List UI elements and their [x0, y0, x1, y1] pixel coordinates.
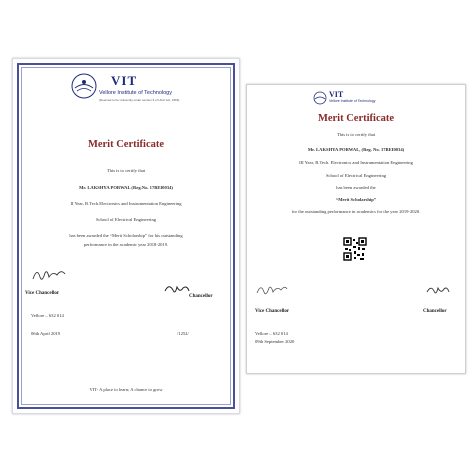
motto: VIT- A place to learn; A chance to grow: [89, 387, 163, 392]
award-line: has been awarded the “Merit Scholarship” for his outstanding: [69, 233, 183, 238]
place-line: Vellore – 632 014: [31, 313, 64, 318]
certificate-heading: Merit Certificate: [317, 113, 395, 124]
performance-line: for the outstanding performance in academics for the year 2019-2020.: [291, 209, 421, 214]
program-line: II Year, B.Tech.Electronics and Instrumentation Engineering: [70, 201, 182, 206]
chancellor-label: Chancellor: [423, 309, 447, 314]
signature-vice-chancellor-icon: [255, 281, 289, 299]
reference-number: /1252/: [177, 331, 189, 336]
logo-title: VIT: [111, 73, 138, 88]
program-line: III Year, B.Tech. Electronics and Instrumentation Engineering: [299, 160, 413, 165]
recipient-name: Mr. LAKSHYA PORWAL (Reg.No. 17BEI0034): [79, 185, 173, 190]
chancellor-label: Chancellor: [189, 294, 213, 299]
signature-chancellor-icon: [425, 283, 451, 299]
signature-vice-chancellor-icon: [31, 265, 67, 285]
issue-date: 09th September 2020: [255, 339, 295, 344]
signature-chancellor-icon: [163, 281, 191, 299]
certify-line: This is to certify that: [336, 132, 376, 137]
merit-certificate-2020: [246, 84, 466, 374]
logo-tagline: (Deemed to be University under section 3 of UGC Act, 1956): [99, 98, 180, 102]
place-line: Vellore – 632 014: [255, 331, 288, 336]
performance-line: performance in the academic year 2018-2019.: [83, 242, 169, 247]
issue-date: 06th April 2019: [31, 331, 61, 336]
logo-title: VIT: [329, 90, 344, 99]
school-line: School of Electrical Engineering: [325, 173, 387, 178]
vice-chancellor-label: Vice Chancellor: [255, 309, 290, 314]
recipient-name: Mr. LAKSHYA PORWAL, (Reg. No. 17BEI0034): [307, 147, 405, 152]
award-line: has been awarded the: [336, 185, 376, 190]
school-line: School of Electrical Engineering: [95, 217, 157, 222]
vit-logo-icon: [71, 73, 97, 99]
logo-subtitle: Vellore Institute of Technology: [99, 90, 172, 96]
logo-subtitle: Vellore Institute of Technology: [329, 99, 376, 103]
qr-code-icon: [343, 237, 367, 261]
vit-logo-icon: [313, 91, 327, 105]
award-name: “Merit Scholarship”: [335, 197, 377, 202]
vice-chancellor-label: Vice Chancellor: [25, 291, 60, 296]
certificate-heading: Merit Certificate: [87, 139, 165, 150]
merit-certificate-2019: [12, 58, 240, 414]
certify-line: This is to certify that: [106, 168, 146, 173]
